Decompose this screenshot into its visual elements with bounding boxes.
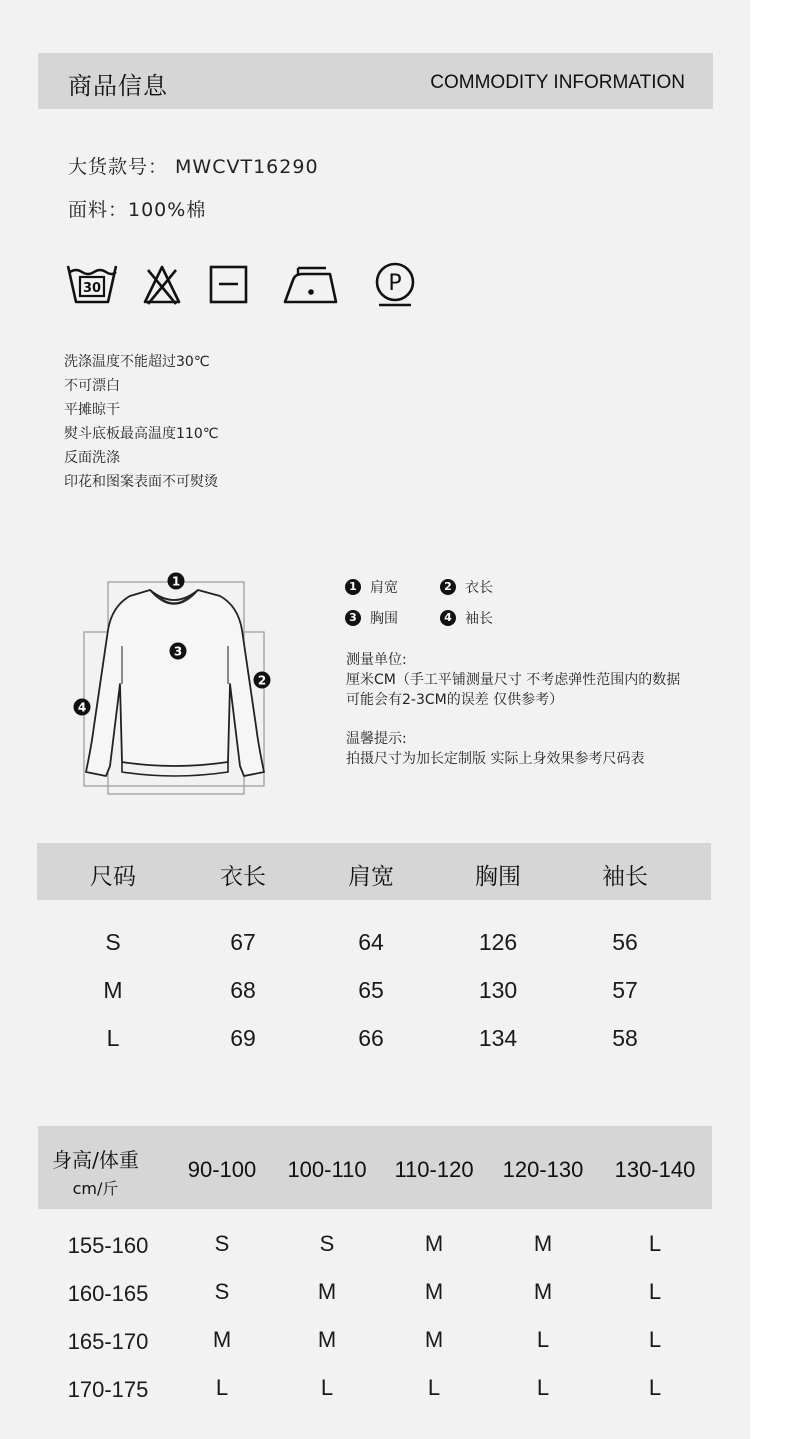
- care-instructions: [64, 350, 218, 494]
- fit-table-cell: L: [648, 1327, 662, 1352]
- wash-temp-label: 30: [82, 281, 102, 296]
- size-table-cell: 57: [612, 977, 638, 1003]
- legend-length: [440, 577, 493, 597]
- legend-label: 衣长: [465, 580, 493, 596]
- fit-table-corner-header: [48, 1144, 143, 1199]
- care-instruction: 反面洗涤: [64, 450, 120, 466]
- size-table-header-cell: 衣长: [220, 864, 266, 890]
- size-table-cell: 56: [612, 929, 638, 955]
- fit-table-cell: S: [214, 1231, 230, 1256]
- corner-line1: 身高/体重: [52, 1148, 139, 1172]
- fit-table-header-cell: 120-130: [502, 1157, 584, 1182]
- size-table-cell: 64: [358, 929, 384, 955]
- fit-table-header-cell: 110-120: [394, 1157, 474, 1182]
- size-table-cell: S: [105, 929, 121, 955]
- legend-number: 3: [345, 610, 361, 626]
- care-instruction: 洗涤温度不能超过30℃: [64, 354, 210, 370]
- size-table-header-cell: 肩宽: [348, 864, 394, 890]
- marker-chest: [170, 643, 187, 660]
- style-number: 大货款号： MWCVT16290: [68, 156, 319, 178]
- size-table-cell: 130: [478, 977, 518, 1003]
- dry-clean-p-icon: [372, 262, 418, 308]
- fit-table-header: [38, 1126, 712, 1209]
- section-title-en: COMMODITY INFORMATION: [430, 72, 685, 93]
- fit-table-cell: M: [424, 1279, 444, 1304]
- fit-table-cell: M: [212, 1327, 232, 1352]
- size-table-cell: 66: [358, 1025, 384, 1051]
- fit-table-cell: M: [533, 1231, 553, 1256]
- size-table-cell: 134: [478, 1025, 518, 1051]
- fit-table-height: 155-160: [67, 1233, 149, 1258]
- wash-30-icon: [66, 262, 118, 308]
- fit-table-header-cell: 130-140: [614, 1157, 696, 1182]
- size-table-header-cell: 胸围: [475, 864, 521, 890]
- size-table-header: [37, 843, 711, 900]
- legend-label: 肩宽: [370, 580, 398, 596]
- fit-table-cell: S: [214, 1279, 230, 1304]
- fit-table-cell: L: [648, 1375, 662, 1400]
- dry-flat-icon: [208, 262, 250, 308]
- section-header: [38, 53, 713, 109]
- fabric-composition: 面料：100%棉: [68, 199, 207, 221]
- legend-chest: [345, 608, 398, 628]
- fit-table-cell: S: [319, 1231, 335, 1256]
- fit-table-cell: L: [215, 1375, 229, 1400]
- size-table-cell: 65: [358, 977, 384, 1003]
- svg-text:P: P: [388, 271, 402, 296]
- fit-table-cell: M: [317, 1327, 337, 1352]
- legend-number: 4: [440, 610, 456, 626]
- care-instruction: 平摊晾干: [64, 402, 120, 418]
- tip-title: 温馨提示:: [346, 731, 407, 747]
- care-instruction: 熨斗底板最高温度110℃: [64, 426, 219, 442]
- legend-label: 袖长: [465, 611, 493, 627]
- legend-number: 2: [440, 579, 456, 595]
- fit-table-cell: L: [320, 1375, 334, 1400]
- sweatshirt-measurement-diagram: [70, 566, 280, 796]
- unit-line: 可能会有2-3CM的误差 仅供参考）: [346, 692, 564, 708]
- fit-table-height: 170-175: [67, 1377, 149, 1402]
- fit-table-header-cell: 100-110: [287, 1157, 367, 1182]
- svg-text:1: 1: [171, 574, 181, 589]
- fit-table-cell: M: [533, 1279, 553, 1304]
- size-table-header-cell: 尺码: [90, 864, 136, 890]
- fit-table-cell: M: [424, 1231, 444, 1256]
- fit-table-height: 165-170: [67, 1329, 149, 1354]
- legend-label: 胸围: [370, 611, 398, 627]
- corner-line2: cm/斤: [72, 1179, 119, 1198]
- size-table-cell: 67: [230, 929, 256, 955]
- care-instruction: 不可漂白: [64, 378, 120, 394]
- fit-table-cell: L: [536, 1375, 550, 1400]
- measurement-unit-note: [346, 650, 680, 710]
- section-title-cn: 商品信息: [68, 72, 168, 100]
- iron-icon: [282, 262, 340, 308]
- marker-shoulder: [168, 573, 185, 590]
- size-table-cell: 126: [478, 929, 518, 955]
- unit-title: 测量单位:: [346, 652, 407, 668]
- tip-note: [346, 729, 644, 769]
- fit-table-cell: L: [427, 1375, 441, 1400]
- unit-line: 厘米CM（手工平铺测量尺寸 不考虑弹性范围内的数据: [346, 672, 681, 688]
- tip-text: 拍摄尺寸为加长定制版 实际上身效果参考尺码表: [346, 751, 645, 767]
- size-table-cell: 68: [230, 977, 256, 1003]
- no-bleach-icon: [142, 262, 182, 308]
- fit-table-cell: L: [536, 1327, 550, 1352]
- marker-length: [254, 672, 271, 689]
- size-table-cell: 58: [612, 1025, 638, 1051]
- size-table-header-cell: 袖长: [602, 864, 648, 890]
- fit-table-height: 160-165: [67, 1281, 149, 1306]
- marker-sleeve: [74, 699, 91, 716]
- care-icons-row: [66, 262, 426, 310]
- fit-table-cell: M: [317, 1279, 337, 1304]
- svg-text:2: 2: [257, 673, 267, 688]
- legend-shoulder: [345, 577, 398, 597]
- size-table-cell: L: [106, 1025, 120, 1051]
- legend-number: 1: [345, 579, 361, 595]
- legend-sleeve: [440, 608, 493, 628]
- fit-table-header-cell: 90-100: [187, 1157, 257, 1182]
- size-table-cell: M: [103, 977, 123, 1003]
- svg-text:3: 3: [173, 644, 183, 659]
- size-table-cell: 69: [230, 1025, 256, 1051]
- fit-table-cell: M: [424, 1327, 444, 1352]
- svg-text:4: 4: [77, 700, 87, 715]
- care-instruction: 印花和图案表面不可熨烫: [64, 474, 218, 490]
- fit-table-cell: L: [648, 1231, 662, 1256]
- fit-table-cell: L: [648, 1279, 662, 1304]
